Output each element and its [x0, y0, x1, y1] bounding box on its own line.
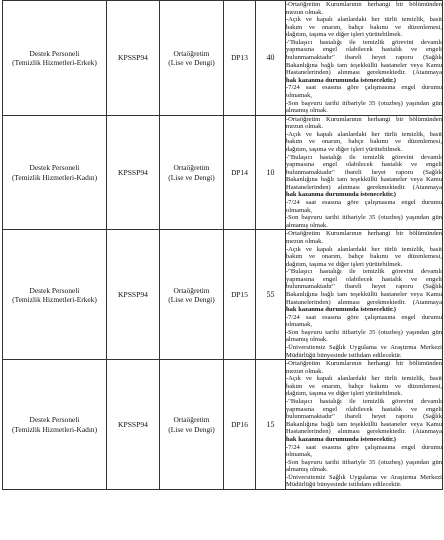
education-level-line: Ortaöğretim [173, 285, 210, 295]
requirement-line: hak kazanma durumunda istenecektir.) [286, 435, 396, 443]
education-level-line: Ortaöğretim [173, 48, 210, 58]
exam-score-type-cell: KPSSP94 [107, 360, 160, 490]
requirement-line: -Son başvuru tarihi itibariyle 35 (otuzbeş) yaşından gün [286, 214, 442, 222]
position-title-cell [3, 1, 107, 116]
requirement-line: mezun olmak. [286, 123, 324, 131]
requirement-line: -Ortaöğretim Kurumlarının herhangi bir bölümünden [286, 360, 442, 368]
education-level-cell [160, 115, 224, 230]
requirement-line: hak kazanma durumunda istenecektir.) [286, 76, 396, 84]
position-title-line: (Temizlik Hizmetleri-Kadın) [11, 424, 98, 434]
requirement-line: Bakanlığına bağlı tam teşekküllü hastaneler veya Kamu [286, 176, 442, 184]
position-count-cell: 40 [256, 1, 286, 116]
requirement-line: yapmasına engel olabilecek hastalık ve engeli [286, 46, 442, 54]
position-code-cell: DP14 [224, 115, 256, 230]
requirement-line: mezun olmak. [286, 367, 324, 375]
requirement-line: -7/24 saat esasına göre çalışmasına engel durumu [286, 443, 442, 451]
requirement-line: -Ortaöğretim Kurumlarının herhangi bir bölümünden [286, 1, 442, 8]
requirement-line: -Son başvuru tarihi itibariyle 35 (otuzbeş) yaşından gün [286, 458, 442, 466]
requirement-line: -Ortaöğretim Kurumlarının herhangi bir bölümünden [286, 115, 442, 123]
requirements-cell [286, 115, 443, 230]
position-count-cell: 55 [256, 230, 286, 360]
education-level-cell [160, 360, 224, 490]
requirement-line: yapmasına engel olabilecek hastalık ve engeli [286, 405, 442, 413]
requirement-line: bakım ve onarım, bahçe bakımı ve düzenlemesi, [286, 382, 442, 390]
requirement-line: -7/24 saat esasına göre çalışmasına engel durumu [286, 84, 442, 92]
requirement-line: almamış olmak. [286, 336, 328, 344]
requirement-line: Bakanlığına bağlı tam teşekküllü hastaneler veya Kamu [286, 420, 442, 428]
requirement-line: olmamak, [286, 451, 312, 459]
table-row [3, 115, 443, 230]
requirement-line: hak kazanma durumunda istenecektir.) [286, 306, 396, 314]
requirement-line: -Açık ve kapalı alanlardaki her türlü temizlik, basit [286, 245, 442, 253]
requirement-line: almamış olmak. [286, 466, 328, 474]
requirement-line: -7/24 saat esasına göre çalışmasına engel durumu [286, 199, 442, 207]
table-row [3, 360, 443, 490]
education-level-line: (Lise ve Dengi) [168, 172, 215, 182]
education-level-line: Ortaöğretim [173, 415, 210, 425]
positions-table-body [3, 1, 443, 490]
requirement-line: Müdürlüğü bünyesinde istihdam edilecektir. [286, 481, 402, 489]
requirement-line: -Açık ve kapalı alanlardaki her türlü temizlik, basit [286, 375, 442, 383]
requirement-line: dağıtım, taşıma ve diğer işleri yürütebilmek. [286, 390, 403, 398]
requirement-line: bulunmamaktadır" ibareli heyet raporu (Sağlık [286, 413, 442, 421]
position-title-line: (Temizlik Hizmetleri-Erkek) [12, 294, 97, 304]
requirement-line: -Üniversitemiz Sağlık Uygulama ve Araştırma Merkezi [286, 473, 442, 481]
requirement-line: hak kazanma durumunda istenecektir.) [286, 191, 396, 199]
position-count-cell: 15 [256, 360, 286, 490]
requirement-line: Hastanelerinden) alınması gerekmektedir. (Atanmaya [286, 69, 442, 77]
exam-score-type-cell: KPSSP94 [107, 230, 160, 360]
position-title-line: (Temizlik Hizmetleri-Erkek) [12, 57, 97, 67]
education-level-line: (Lise ve Dengi) [168, 294, 215, 304]
requirement-line: -"Bulaşıcı hastalığı ile temizlik görevini devamlı [286, 398, 442, 406]
education-level-line: (Lise ve Dengi) [168, 424, 215, 434]
requirement-line: dağıtım, taşıma ve diğer işleri yürütebilmek. [286, 31, 403, 39]
requirement-line: Hastanelerinden) alınması gerekmektedir. (Atanmaya [286, 183, 442, 191]
position-title-line: (Temizlik Hizmetleri-Kadın) [11, 172, 98, 182]
requirement-line: bakım ve onarım, bahçe bakımı ve düzenlemesi, [286, 138, 442, 146]
position-count-cell: 10 [256, 115, 286, 230]
position-code-cell: DP16 [224, 360, 256, 490]
requirement-line: yapmasına engel olabilecek hastalık ve engeli [286, 161, 442, 169]
requirement-line: mezun olmak. [286, 237, 324, 245]
requirement-line: Bakanlığına bağlı tam teşekküllü hastaneler veya Kamu [286, 290, 442, 298]
position-title-line: Destek Personeli [29, 48, 80, 58]
requirement-line: -Üniversitemiz Sağlık Uygulama ve Araştırma Merkezi [286, 344, 442, 352]
education-level-cell [160, 1, 224, 116]
position-title-cell [3, 360, 107, 490]
requirement-line: bulunmamaktadır" ibareli heyet raporu (Sağlık [286, 168, 442, 176]
requirement-line: olmamak, [286, 91, 312, 99]
position-title-line: Destek Personeli [29, 285, 80, 295]
requirement-line: -Açık ve kapalı alanlardaki her türlü temizlik, basit [286, 16, 442, 24]
position-code-cell: DP15 [224, 230, 256, 360]
table-row [3, 1, 443, 116]
position-title-line: Destek Personeli [29, 163, 80, 173]
requirement-line: -"Bulaşıcı hastalığı ile temizlik görevini devamlı [286, 38, 442, 46]
position-title-cell [3, 230, 107, 360]
requirement-line: Bakanlığına bağlı tam teşekküllü hastaneler veya Kamu [286, 61, 442, 69]
requirement-line: dağıtım, taşıma ve diğer işleri yürütebilmek. [286, 260, 403, 268]
requirement-line: -"Bulaşıcı hastalığı ile temizlik görevini devamlı [286, 153, 442, 161]
requirement-line: Hastanelerinden) alınması gerekmektedir. (Atanmaya [286, 298, 442, 306]
requirement-line: Hastanelerinden) alınması gerekmektedir. (Atanmaya [286, 428, 442, 436]
requirement-line: -7/24 saat esasına göre çalışmasına engel durumu [286, 313, 442, 321]
requirement-line: -Son başvuru tarihi itibariyle 35 (otuzbeş) yaşından gün [286, 328, 442, 336]
requirements-cell [286, 230, 443, 360]
requirement-line: Müdürlüğü bünyesinde istihdam edilecektir. [286, 351, 402, 359]
requirement-line: -Ortaöğretim Kurumlarının herhangi bir bölümünden [286, 230, 442, 238]
exam-score-type-cell: KPSSP94 [107, 1, 160, 116]
table-row [3, 230, 443, 360]
education-level-cell [160, 230, 224, 360]
requirement-line: bulunmamaktadır" ibareli heyet raporu (Sağlık [286, 54, 442, 62]
requirement-line: olmamak, [286, 206, 312, 214]
requirement-line: bakım ve onarım, bahçe bakımı ve düzenlemesi, [286, 23, 442, 31]
education-level-line: (Lise ve Dengi) [168, 57, 215, 67]
requirement-line: yapmasına engel olabilecek hastalık ve engeli [286, 275, 442, 283]
position-title-line: Destek Personeli [29, 415, 80, 425]
requirement-line: -"Bulaşıcı hastalığı ile temizlik görevini devamlı [286, 268, 442, 276]
position-code-cell: DP13 [224, 1, 256, 116]
requirement-line: mezun olmak. [286, 8, 324, 16]
exam-score-type-cell: KPSSP94 [107, 115, 160, 230]
positions-table [2, 0, 443, 490]
requirements-cell [286, 1, 443, 116]
position-title-cell [3, 115, 107, 230]
education-level-line: Ortaöğretim [173, 163, 210, 173]
requirement-line: bakım ve onarım, bahçe bakımı ve düzenlemesi, [286, 253, 442, 261]
requirement-line: bulunmamaktadır" ibareli heyet raporu (Sağlık [286, 283, 442, 291]
requirement-line: almamış olmak. [286, 221, 328, 229]
requirements-cell [286, 360, 443, 490]
requirement-line: -Açık ve kapalı alanlardaki her türlü temizlik, basit [286, 130, 442, 138]
requirement-line: olmamak, [286, 321, 312, 329]
requirement-line: dağıtım, taşıma ve diğer işleri yürütebilmek. [286, 145, 403, 153]
requirement-line: almamış olmak. [286, 107, 328, 115]
requirement-line: -Son başvuru tarihi itibariyle 35 (otuzbeş) yaşından gün [286, 99, 442, 107]
